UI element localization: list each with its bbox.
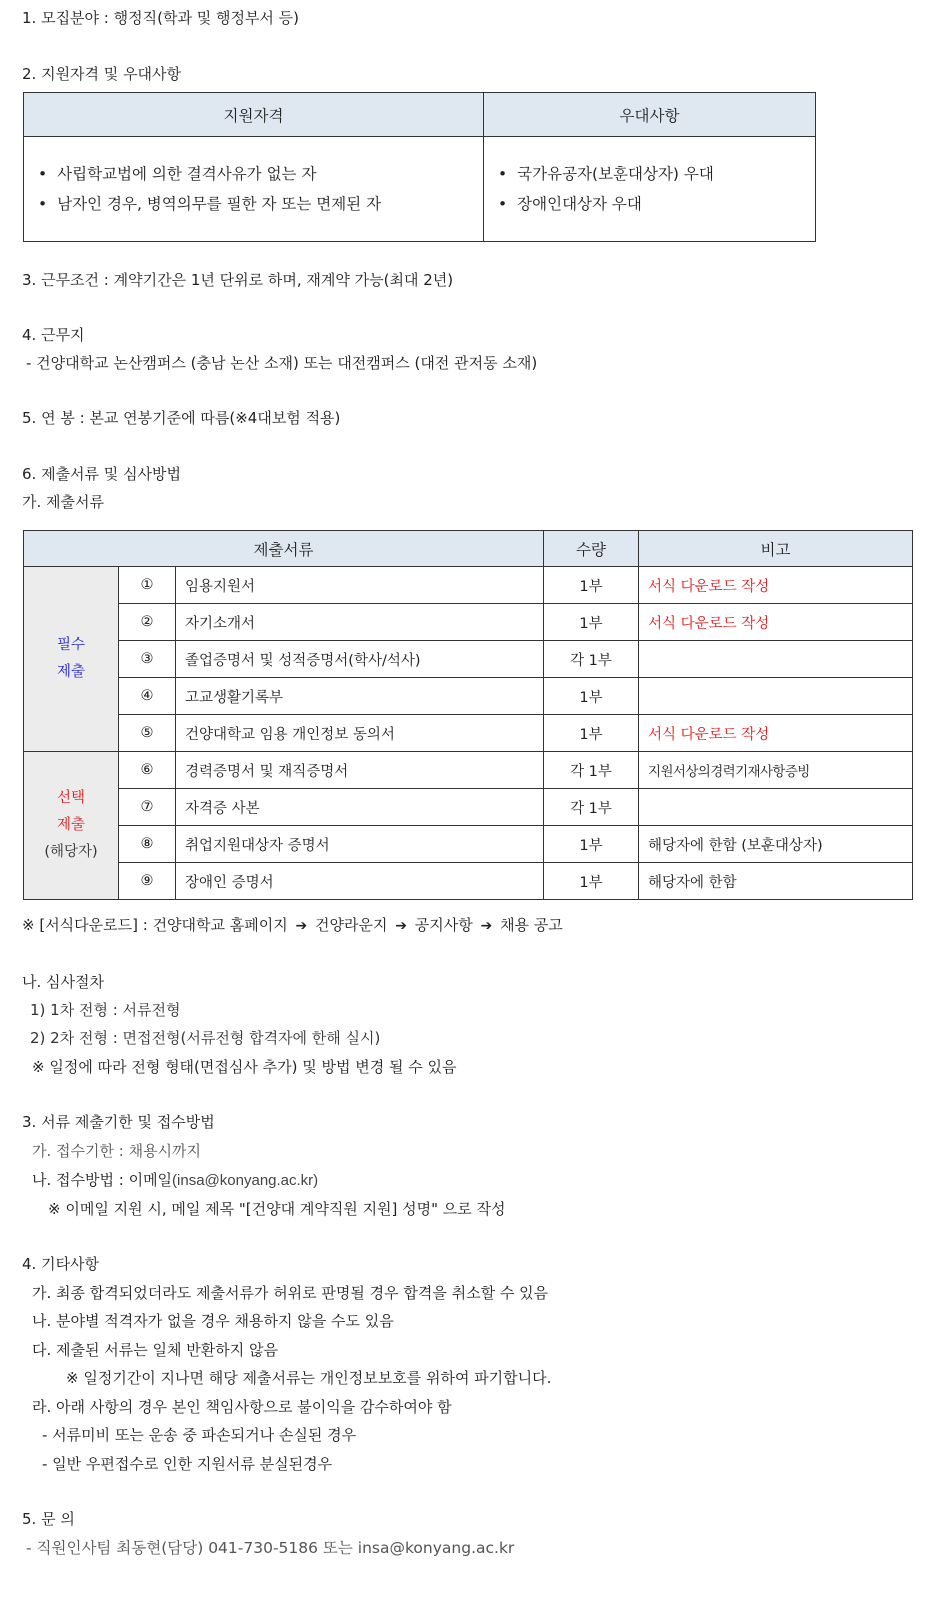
optional-group-label: 선택 제출 (해당자) <box>24 752 119 900</box>
download-path <box>22 915 563 936</box>
qual-item: • 사립학교법에 의한 결격사유가 없는 자 <box>38 159 483 189</box>
qual-column-header: 지원자격 <box>24 93 484 137</box>
section-2-heading: 2. 지원자격 및 우대사항 <box>22 65 182 83</box>
docs-column-header: 제출서류 <box>24 531 544 567</box>
misc-item-d-2: - 일반 우편접수로 인한 지원서류 분실된경우 <box>42 1455 333 1473</box>
table-row: ⑤ 건양대학교 임용 개인정보 동의서 1부 서식 다운로드 작성 <box>24 715 913 752</box>
pref-column-header: 우대사항 <box>484 93 816 137</box>
pref-cell <box>484 137 816 242</box>
pref-item: • 국가유공자(보훈대상자) 우대 <box>498 159 815 189</box>
table-row: ⑨ 장애인 증명서 1부 해당자에 한함 <box>24 863 913 900</box>
table-row: 필수 제출 ① 임용지원서 1부 서식 다운로드 작성 <box>24 567 913 604</box>
section-3-conditions: 3. 근무조건 : 계약기간은 1년 단위로 하며, 재계약 가능(최대 2년) <box>22 271 454 289</box>
submission-method-label: 나. 접수방법 : 이메일 <box>32 1171 173 1189</box>
table-row: ② 자기소개서 1부 서식 다운로드 작성 <box>24 604 913 641</box>
qualification-table <box>23 92 816 242</box>
misc-heading: 4. 기타사항 <box>22 1255 100 1273</box>
submission-heading: 3. 서류 제출기한 및 접수방법 <box>22 1113 215 1131</box>
table-row: ⑦ 자격증 사본 각 1부 <box>24 789 913 826</box>
misc-item-d: 라. 아래 사항의 경우 본인 책임사항으로 불이익을 감수하여야 함 <box>32 1398 452 1416</box>
table-row: ④ 고교생활기록부 1부 <box>24 678 913 715</box>
misc-item-a: 가. 최종 합격되었더라도 제출서류가 허위로 판명될 경우 합격을 취소할 수 있음 <box>32 1284 549 1302</box>
screening-note: ※ 일정에 따라 전형 형태(면접심사 추가) 및 방법 변경 될 수 있음 <box>32 1058 457 1076</box>
screening-subheading: 나. 심사절차 <box>22 973 104 991</box>
section-4-heading: 4. 근무지 <box>22 326 85 344</box>
section-6-heading: 6. 제출서류 및 심사방법 <box>22 465 182 483</box>
download-path-prefix: ※ [서식다운로드] : 건양대학교 홈페이지 <box>22 916 288 934</box>
submission-method <box>32 1170 318 1191</box>
contact-heading: 5. 문 의 <box>22 1510 75 1528</box>
misc-item-b: 나. 분야별 적격자가 없을 경우 채용하지 않을 수도 있음 <box>32 1312 394 1330</box>
arrow-right-icon: ➔ <box>295 918 308 934</box>
submission-note: ※ 이메일 지원 시, 메일 제목 "[건양대 계약직원 지원] 성명" 으로 작성 <box>48 1200 506 1218</box>
submission-email: (insa@konyang.ac.kr) <box>172 1172 319 1189</box>
contact-detail: - 직원인사팀 최동현(담당) 041-730-5186 또는 insa@konyang.ac.kr <box>26 1539 515 1557</box>
required-group-label: 필수 제출 <box>24 567 119 752</box>
qty-column-header: 수량 <box>544 531 639 567</box>
download-step-lounge: 건양라운지 <box>315 916 388 934</box>
misc-item-c-note: ※ 일정기간이 지나면 해당 제출서류는 개인정보보호를 위하여 파기합니다. <box>66 1369 552 1387</box>
download-step-hiring: 채용 공고 <box>500 916 563 934</box>
qual-cell <box>24 137 484 242</box>
documents-subheading: 가. 제출서류 <box>22 493 104 511</box>
qual-item: • 남자인 경우, 병역의무를 필한 자 또는 면제된 자 <box>38 189 483 219</box>
screening-step-2: 2) 2차 전형 : 면접전형(서류전형 합격자에 한해 실시) <box>30 1029 381 1047</box>
submission-deadline: 가. 접수기한 : 채용시까지 <box>32 1142 202 1160</box>
misc-item-c: 다. 제출된 서류는 일체 반환하지 않음 <box>32 1341 278 1359</box>
section-1-field: 1. 모집분야 : 행정직(학과 및 행정부서 등) <box>22 9 300 27</box>
pref-item: • 장애인대상자 우대 <box>498 189 815 219</box>
note-column-header: 비고 <box>639 531 913 567</box>
table-row: 선택 제출 (해당자) ⑥ 경력증명서 및 재직증명서 각 1부 지원서상의경력기재사항증빙 <box>24 752 913 789</box>
table-row: ③ 졸업증명서 및 성적증명서(학사/석사) 각 1부 <box>24 641 913 678</box>
documents-table <box>23 530 913 900</box>
section-5-salary: 5. 연 봉 : 본교 연봉기준에 따름(※4대보험 적용) <box>22 409 341 427</box>
table-row: ⑧ 취업지원대상자 증명서 1부 해당자에 한함 (보훈대상자) <box>24 826 913 863</box>
arrow-right-icon: ➔ <box>395 918 408 934</box>
arrow-right-icon: ➔ <box>480 918 493 934</box>
misc-item-d-1: - 서류미비 또는 운송 중 파손되거나 손실된 경우 <box>42 1426 357 1444</box>
workplace-detail: - 건양대학교 논산캠퍼스 (충남 논산 소재) 또는 대전캠퍼스 (대전 관저동 소재) <box>26 354 538 372</box>
screening-step-1: 1) 1차 전형 : 서류전형 <box>30 1001 181 1019</box>
download-step-notice: 공지사항 <box>414 916 473 934</box>
